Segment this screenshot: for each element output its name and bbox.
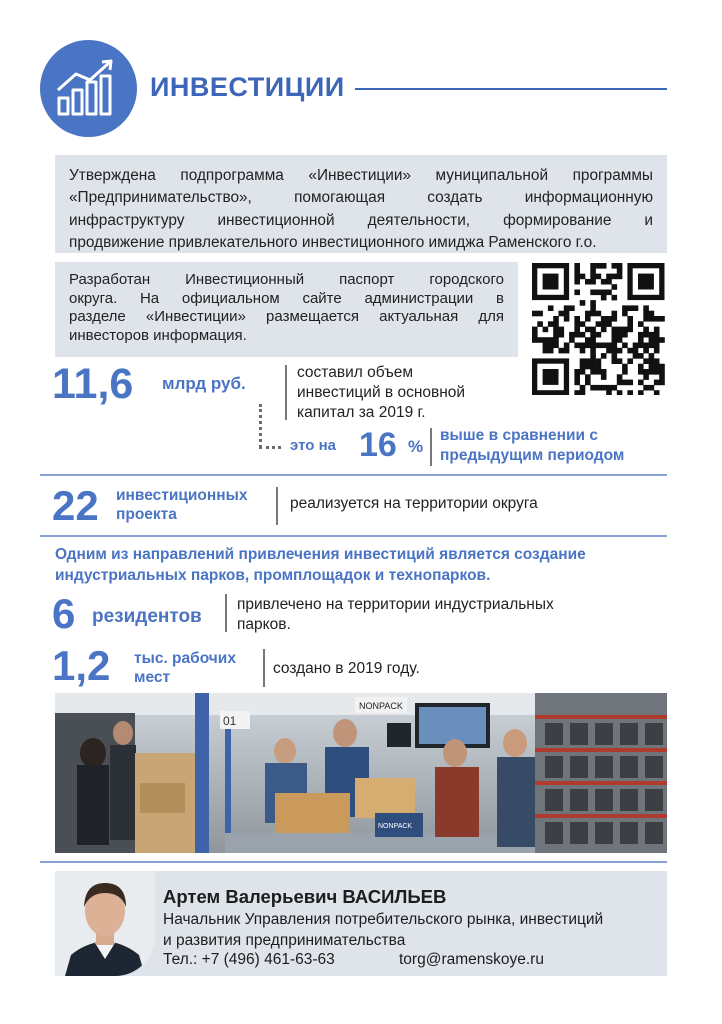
jobs-label <box>134 649 236 687</box>
growth-prefix: это на <box>290 437 336 454</box>
stat-divider <box>430 428 432 466</box>
program-line-1: Утверждена подпрограмма «Инвестиции» муниципальной программы <box>69 167 653 184</box>
passport-line-2: округа. На официальном сайте администрации в <box>69 289 504 307</box>
projects-label <box>116 486 247 524</box>
residents-value: 6 <box>52 590 76 637</box>
stat-divider <box>263 649 265 687</box>
contact-email[interactable]: torg@ramenskoye.ru <box>399 951 544 968</box>
page-title: ИНВЕСТИЦИИ <box>150 72 345 102</box>
investment-unit: млрд руб. <box>162 374 246 393</box>
investment-description <box>297 363 465 423</box>
contact-position <box>163 910 668 951</box>
dotted-connector <box>259 404 266 448</box>
contact-phone[interactable]: Тел.: +7 (496) 461-63-63 <box>163 951 335 968</box>
projects-value: 22 <box>52 482 99 529</box>
parks-note <box>55 544 586 586</box>
investment-desc-line-3: капитал за 2019 г. <box>297 404 426 421</box>
growth-unit: % <box>408 437 424 456</box>
section-divider <box>40 535 667 537</box>
section-divider <box>40 861 667 863</box>
projects-label-line-1: инвестиционных <box>116 487 248 504</box>
parks-note-line-1: Одним из направлений привлечения инвестиций является создание <box>55 546 586 563</box>
factory-photo-illustration <box>55 693 667 853</box>
growth-description <box>440 426 624 466</box>
title-divider <box>355 88 667 90</box>
passport-info-panel <box>55 262 518 357</box>
growth-desc-line-1: выше в сравнении с <box>440 427 599 444</box>
residents-description <box>237 595 554 635</box>
residents-desc-line-2: парков. <box>237 616 291 633</box>
passport-line-3: разделе «Инвестиции» размещается актуальная для <box>69 308 504 325</box>
residents-desc-line-1: привлечено на территории индустриальных <box>237 596 554 613</box>
section-divider <box>40 474 667 476</box>
stat-divider <box>285 365 287 420</box>
residents-label: резидентов <box>92 606 202 627</box>
program-info-panel <box>55 155 667 253</box>
stat-divider <box>225 594 227 632</box>
qr-code[interactable] <box>530 262 666 395</box>
projects-description: реализуется на территории округа <box>290 495 538 512</box>
investment-desc-line-2: инвестиций в основной <box>297 384 466 401</box>
projects-label-line-2: проекта <box>116 506 177 523</box>
contact-name: Артем Валерьевич ВАСИЛЬЕВ <box>163 886 447 907</box>
program-line-2: «Предпринимательство», помогающая создать информационную <box>69 189 653 207</box>
investment-value: 11,6 <box>52 360 134 408</box>
program-line-3: инфраструктуру инвестиционной деятельности, формирование и <box>69 211 653 229</box>
bar-chart-growth-icon <box>40 40 137 137</box>
person-photo <box>55 871 155 976</box>
box-label: NONPACK <box>378 823 413 830</box>
qr-code-image <box>530 262 666 395</box>
stat-divider <box>276 487 278 525</box>
section-icon-badge <box>40 40 137 137</box>
parks-note-line-2: индустриальных парков, промплощадок и технопарков. <box>55 567 491 584</box>
station-number: 01 <box>223 714 237 728</box>
contact-position-line-1: Начальник Управления потребительского рынка, инвестиций <box>163 911 604 928</box>
investment-desc-line-1: составил объем <box>297 364 414 381</box>
growth-desc-line-2: предыдущим периодом <box>440 447 625 464</box>
passport-line-1: Разработан Инвестиционный паспорт городского <box>69 271 504 288</box>
nonpack-sign: NONPACK <box>359 701 403 711</box>
dotted-connector-horizontal <box>259 446 281 453</box>
jobs-description: создано в 2019 году. <box>273 660 420 677</box>
passport-line-4: инвесторов информация. <box>69 326 247 344</box>
avatar <box>55 871 155 976</box>
jobs-label-line-2: мест <box>134 669 171 686</box>
production-floor-photo <box>55 693 667 853</box>
jobs-label-line-1: тыс. рабочих <box>134 650 236 667</box>
contact-position-line-2: и развития предпринимательства <box>163 931 406 949</box>
growth-value: 16 <box>359 426 397 464</box>
jobs-value: 1,2 <box>52 642 111 689</box>
program-line-4: продвижение привлекательного инвестиционного имиджа Раменского г.о. <box>69 233 597 251</box>
